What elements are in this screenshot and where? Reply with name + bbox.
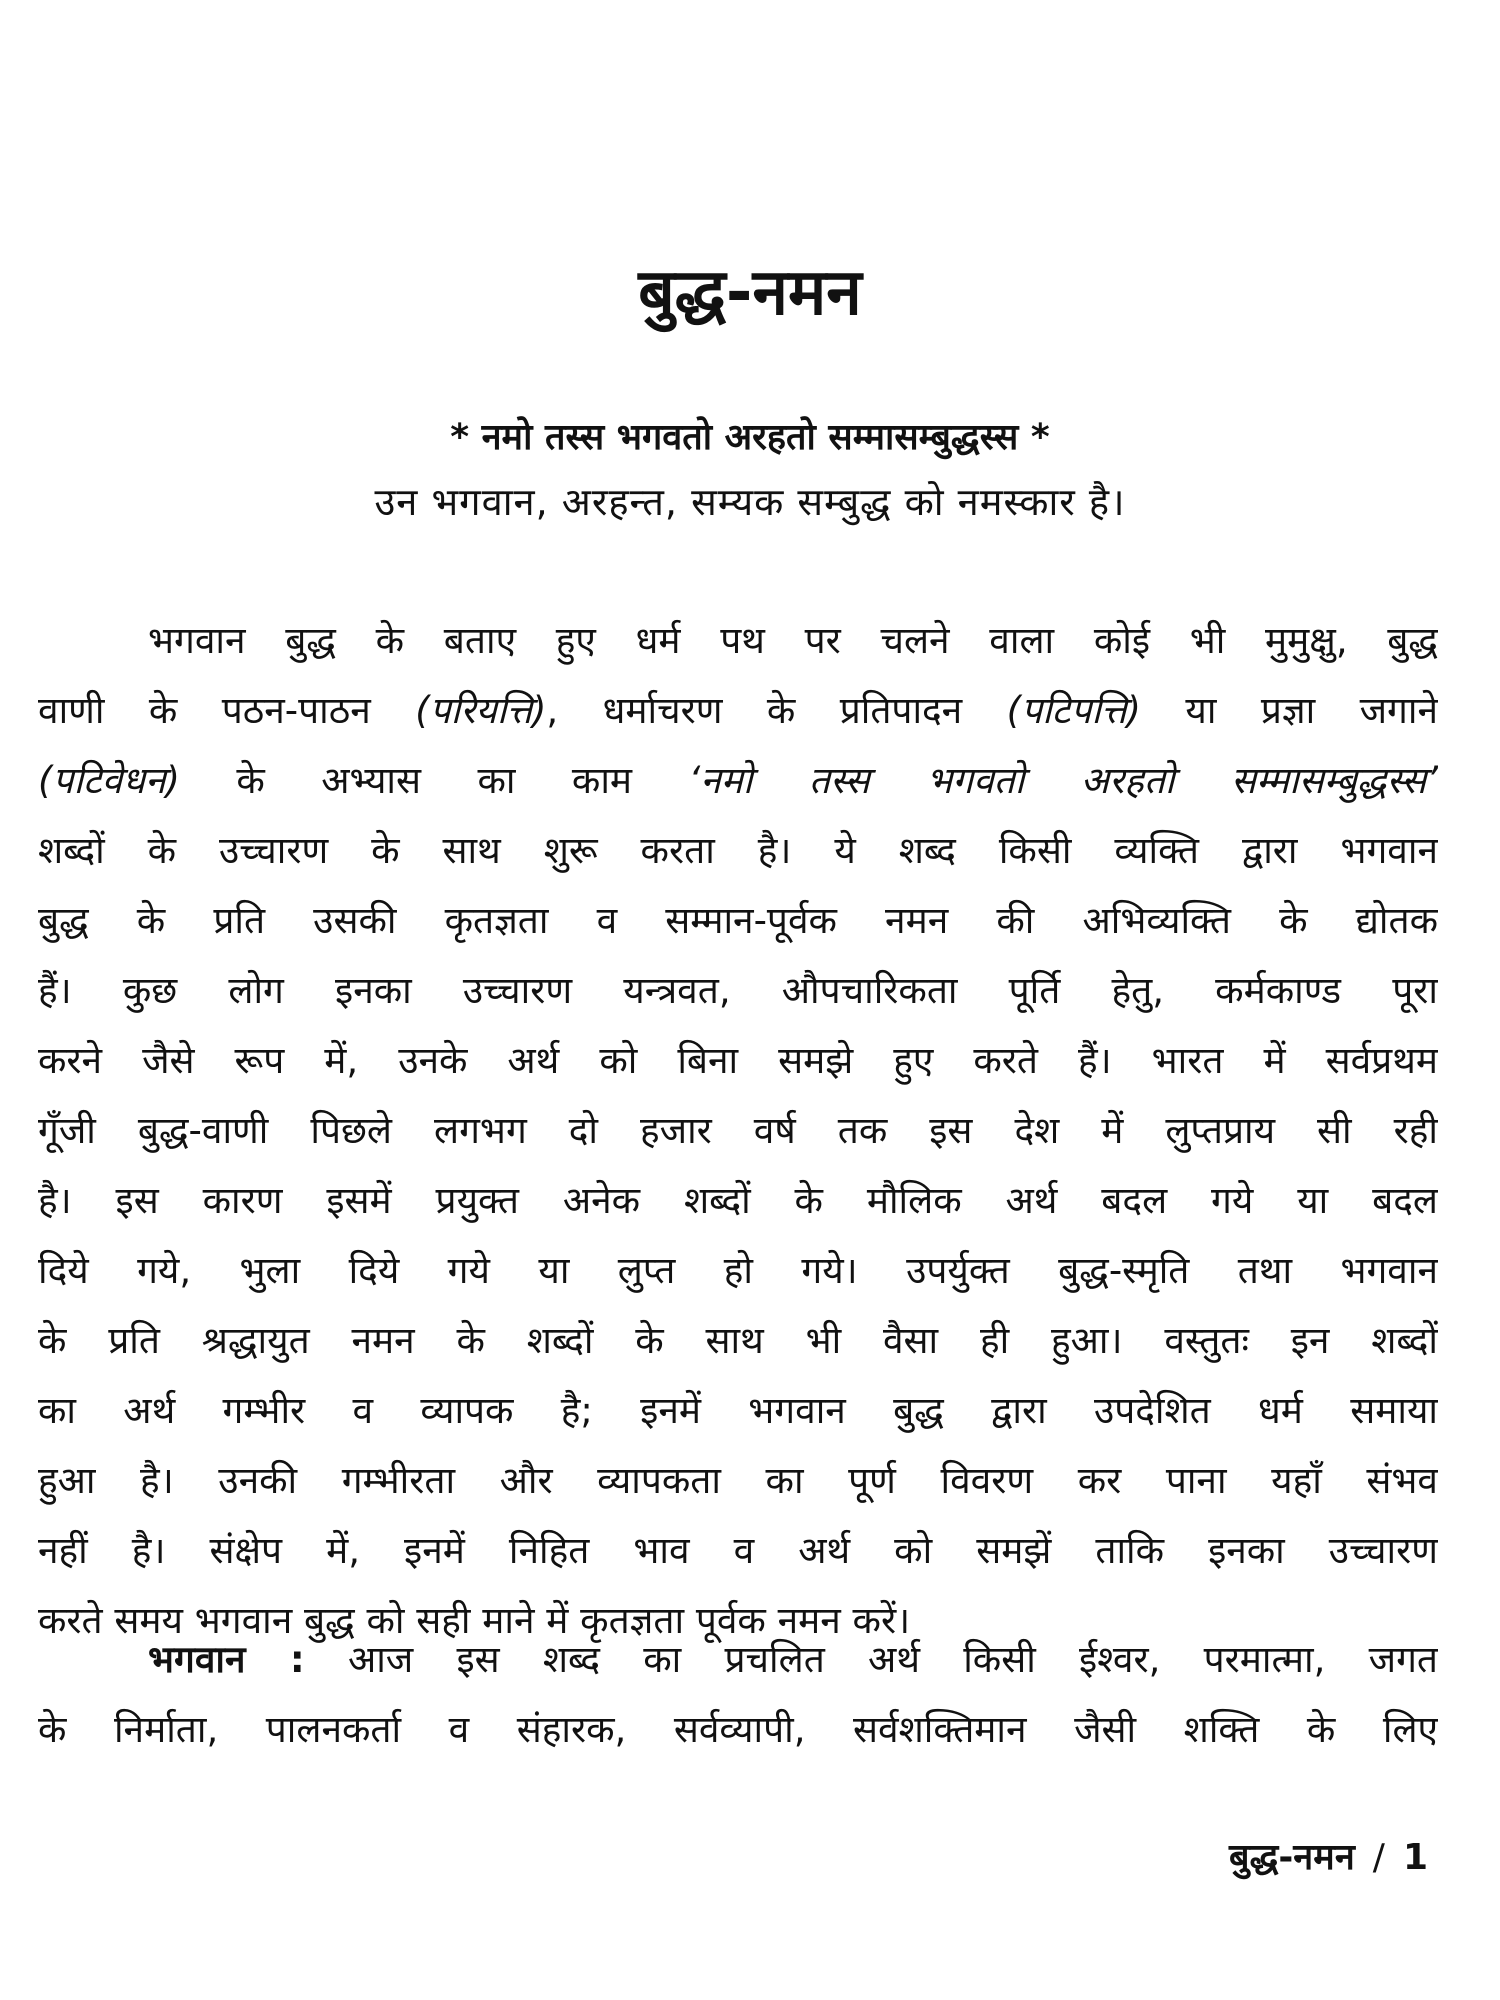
text-line: है। इस कारण इसमें प्रयुक्त अनेक शब्दों के मौलिक अर्थ बदल गये या बदल — [38, 1179, 1438, 1222]
text-line — [38, 676, 1438, 746]
text-line: शब्दों के उच्चारण के साथ शुरू करता है। ये शब्द किसी व्यक्ति द्वारा भगवान — [38, 829, 1438, 872]
pali-mantra: * नमो तस्स भगवतो अरहतो सम्मासम्बुद्धस्स * — [450, 417, 1050, 458]
bold-term-bhagavan: भगवान : — [148, 1638, 305, 1681]
body-paragraph-1 — [38, 606, 1438, 1656]
text-line: के प्रति श्रद्धायुत नमन के शब्दों के साथ भी वैसा ही हुआ। वस्तुतः इन शब्दों — [38, 1319, 1438, 1362]
chapter-title: बुद्ध-नमन — [638, 256, 862, 330]
mantra-translation: उन भगवान, अरहन्त, सम्यक सम्बुद्ध को नमस्कार है। — [374, 480, 1126, 524]
text-span: आज इस शब्द का प्रचलित अर्थ किसी ईश्वर, परमात्मा, जगत — [304, 1638, 1438, 1681]
text-line: करने जैसे रूप में, उनके अर्थ को बिना समझे हुए करते हैं। भारत में सर्वप्रथम — [38, 1039, 1438, 1082]
text-span: या प्रज्ञा जगाने — [1140, 689, 1438, 732]
text-line: नहीं है। संक्षेप में, इनमें निहित भाव व अर्थ को समझें ताकि इनका उच्चारण — [38, 1529, 1438, 1572]
text-line: बुद्ध के प्रति उसकी कृतज्ञता व सम्मान-पूर्वक नमन की अभिव्यक्ति के द्योतक — [38, 899, 1438, 942]
text-line — [38, 746, 1438, 816]
page-footer — [1229, 1830, 1428, 1886]
text-line: का अर्थ गम्भीर व व्यापक है; इनमें भगवान बुद्ध द्वारा उपदेशित धर्म समाया — [38, 1389, 1438, 1432]
page-number: 1 — [1402, 1837, 1428, 1878]
text-line: हैं। कुछ लोग इनका उच्चारण यन्त्रवत, औपचारिकता पूर्ति हेतु, कर्मकाण्ड पूरा — [38, 969, 1438, 1012]
body-paragraph-2 — [38, 1625, 1438, 1765]
italic-term-pativedhan: (पटिवेधन) — [38, 759, 180, 802]
italic-term-pariyatti: (परियत्ति) — [415, 689, 547, 732]
text-line: के निर्माता, पालनकर्ता व संहारक, सर्वव्यापी, सर्वशक्तिमान जैसी शक्ति के लिए — [38, 1708, 1438, 1751]
italic-term-patipatti: (पटिपत्ति) — [1006, 689, 1141, 732]
text-line: करते समय भगवान बुद्ध को सही माने में कृतज्ञता पूर्वक नमन करें। — [38, 1599, 911, 1642]
text-span: वाणी के पठन-पाठन — [38, 689, 416, 732]
text-line: दिये गये, भुला दिये गये या लुप्त हो गये। उपर्युक्त बुद्ध-स्मृति तथा भगवान — [38, 1249, 1438, 1292]
text-line: हुआ है। उनकी गम्भीरता और व्यापकता का पूर्ण विवरण कर पाना यहाँ संभव — [38, 1459, 1438, 1502]
text-span: , धर्माचरण के प्रतिपादन — [546, 689, 1007, 732]
text-line — [38, 1625, 1438, 1695]
text-line: भगवान बुद्ध के बताए हुए धर्म पथ पर चलने वाला कोई भी मुमुक्षु, बुद्ध — [148, 619, 1438, 662]
italic-quoted-mantra: ‘नमो तस्स भगवतो अरहतो सम्मासम्बुद्धस्स’ — [688, 759, 1438, 802]
text-span: के अभ्यास का काम — [179, 759, 689, 802]
footer-separator: / — [1372, 1837, 1385, 1878]
running-title: बुद्ध-नमन — [1229, 1837, 1355, 1878]
text-line: गूँजी बुद्ध-वाणी पिछले लगभग दो हजार वर्ष तक इस देश में लुप्तप्राय सी रही — [38, 1109, 1438, 1152]
